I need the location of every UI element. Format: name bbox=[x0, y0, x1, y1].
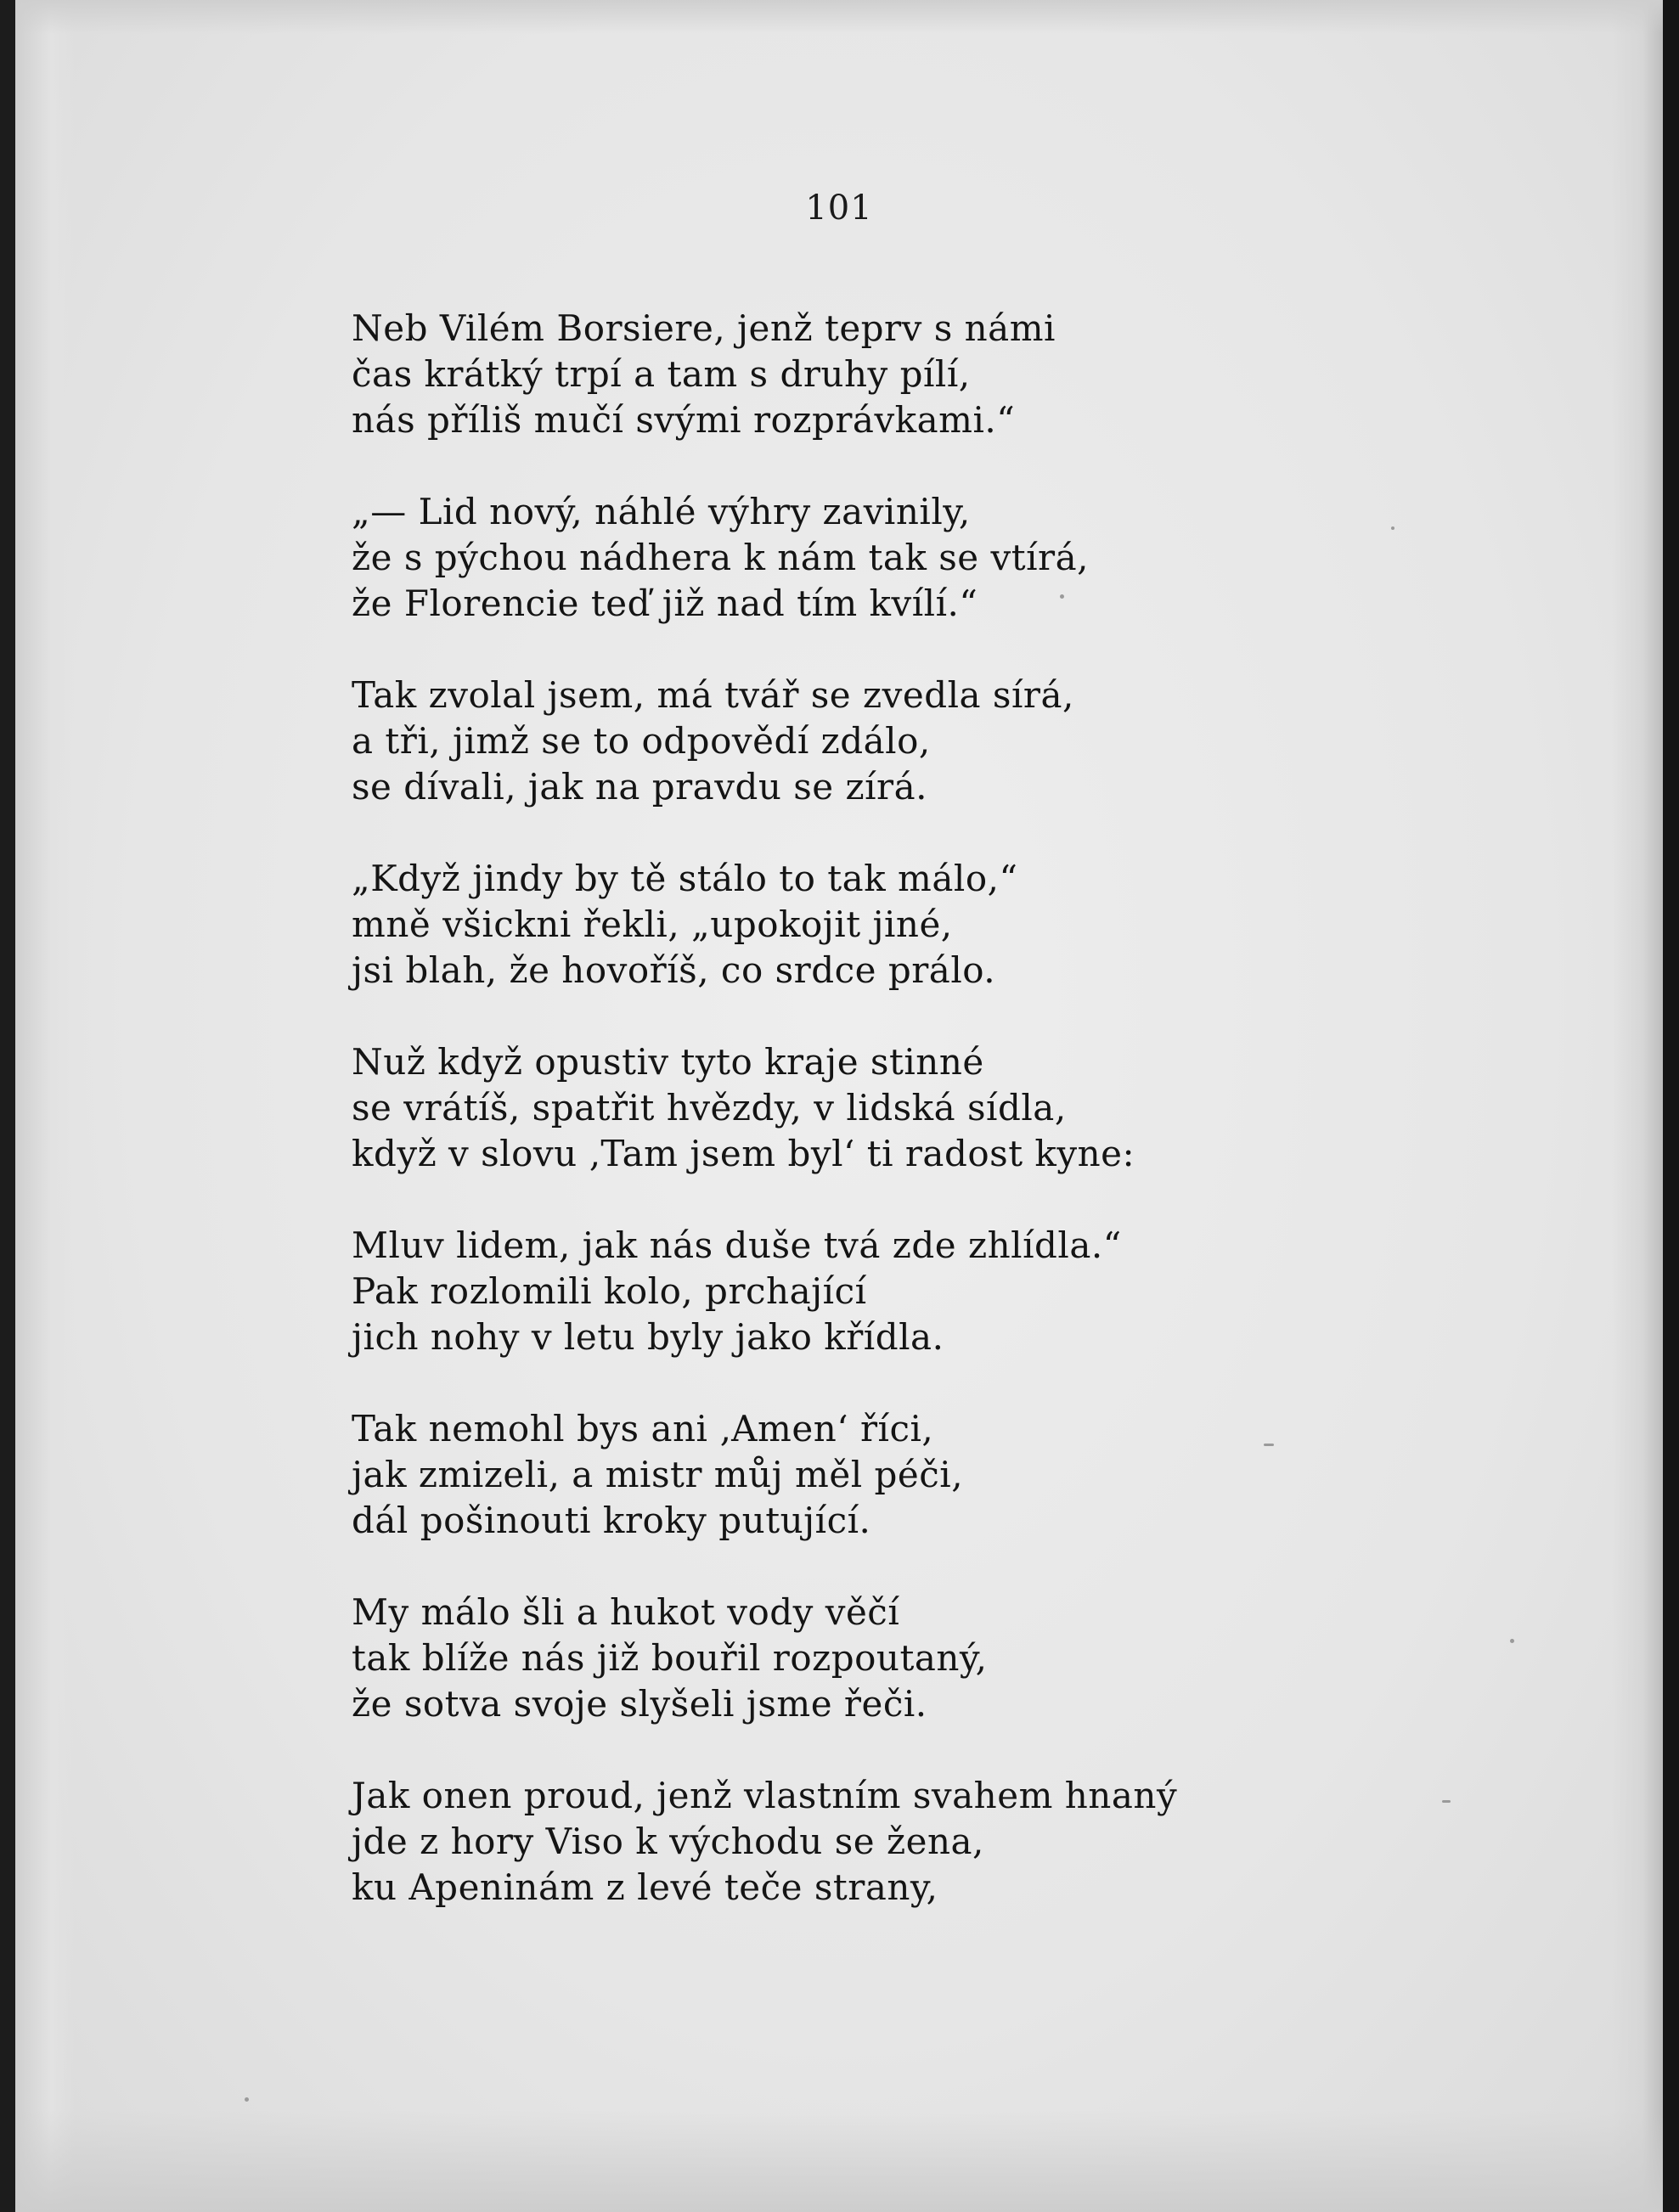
verse-line: že Florencie teď již nad tím kvílí.“ bbox=[352, 583, 978, 624]
stanza bbox=[352, 1223, 1371, 1360]
book-page bbox=[15, 0, 1663, 2212]
stanza bbox=[352, 1590, 1371, 1727]
verse-line: „— Lid nový, náhlé výhry zavinily, bbox=[352, 491, 971, 532]
verse-line: čas krátký trpí a tam s druhy pílí, bbox=[352, 353, 971, 395]
verse-line: když v slovu ‚Tam jsem byl‘ ti radost kyne: bbox=[352, 1133, 1135, 1174]
stanza bbox=[352, 856, 1371, 993]
verse-line: dál pošinouti kroky putující. bbox=[352, 1500, 871, 1541]
paper-speck bbox=[245, 2097, 249, 2102]
stanza bbox=[352, 306, 1371, 443]
verse-line: Jak onen proud, jenž vlastním svahem hnaný bbox=[352, 1775, 1178, 1816]
page-top-edge-shadow bbox=[15, 0, 1663, 34]
verse-line: jak zmizeli, a mistr můj měl péči, bbox=[352, 1454, 964, 1495]
poem-text bbox=[352, 306, 1371, 1956]
verse-line: že s pýchou nádhera k nám tak se vtírá, bbox=[352, 537, 1090, 578]
stanza bbox=[352, 673, 1371, 810]
stanza bbox=[352, 489, 1371, 627]
page-right-edge-shadow bbox=[1612, 0, 1663, 2212]
verse-line: jich nohy v letu byly jako křídla. bbox=[352, 1316, 944, 1358]
verse-line: Pak rozlomili kolo, prchající bbox=[352, 1270, 867, 1312]
verse-line: Tak nemohl bys ani ‚Amen‘ říci, bbox=[352, 1408, 934, 1449]
page-gutter-shadow bbox=[15, 0, 75, 2212]
stanza bbox=[352, 1039, 1371, 1177]
verse-line: že sotva svoje slyšeli jsme řeči. bbox=[352, 1683, 927, 1725]
scan-border-left bbox=[0, 0, 15, 2212]
stanza bbox=[352, 1773, 1371, 1911]
verse-line: Nuž když opustiv tyto kraje stinné bbox=[352, 1041, 984, 1083]
verse-line: „Když jindy by tě stálo to tak málo,“ bbox=[352, 858, 1018, 899]
verse-line: se vrátíš, spatřit hvězdy, v lidská sídla, bbox=[352, 1087, 1067, 1129]
page-bottom-edge-shadow bbox=[15, 2110, 1663, 2212]
verse-line: My málo šli a hukot vody věčí bbox=[352, 1591, 900, 1633]
paper-speck bbox=[1442, 1800, 1451, 1803]
verse-line: a tři, jimž se to odpovědí zdálo, bbox=[352, 720, 931, 762]
verse-line: nás příliš mučí svými rozprávkami.“ bbox=[352, 399, 1016, 441]
verse-line: mně všickni řekli, „upokojit jiné, bbox=[352, 903, 953, 945]
verse-line: Mluv lidem, jak nás duše tvá zde zhlídla.“ bbox=[352, 1224, 1122, 1266]
verse-line: ku Apeninám z levé teče strany, bbox=[352, 1866, 938, 1908]
paper-speck bbox=[1391, 526, 1394, 530]
verse-line: jsi blah, že hovoříš, co srdce prálo. bbox=[352, 949, 996, 991]
paper-speck bbox=[1510, 1639, 1514, 1643]
page-number: 101 bbox=[805, 189, 873, 228]
scan-border-right bbox=[1663, 0, 1679, 2212]
verse-line: se dívali, jak na pravdu se zírá. bbox=[352, 766, 928, 808]
verse-line: Tak zvolal jsem, má tvář se zvedla sírá, bbox=[352, 674, 1074, 716]
stanza bbox=[352, 1406, 1371, 1544]
verse-line: Neb Vilém Borsiere, jenž teprv s námi bbox=[352, 307, 1056, 349]
verse-line: jde z hory Viso k východu se žena, bbox=[352, 1821, 984, 1862]
verse-line: tak blíže nás již bouřil rozpoutaný, bbox=[352, 1637, 988, 1679]
